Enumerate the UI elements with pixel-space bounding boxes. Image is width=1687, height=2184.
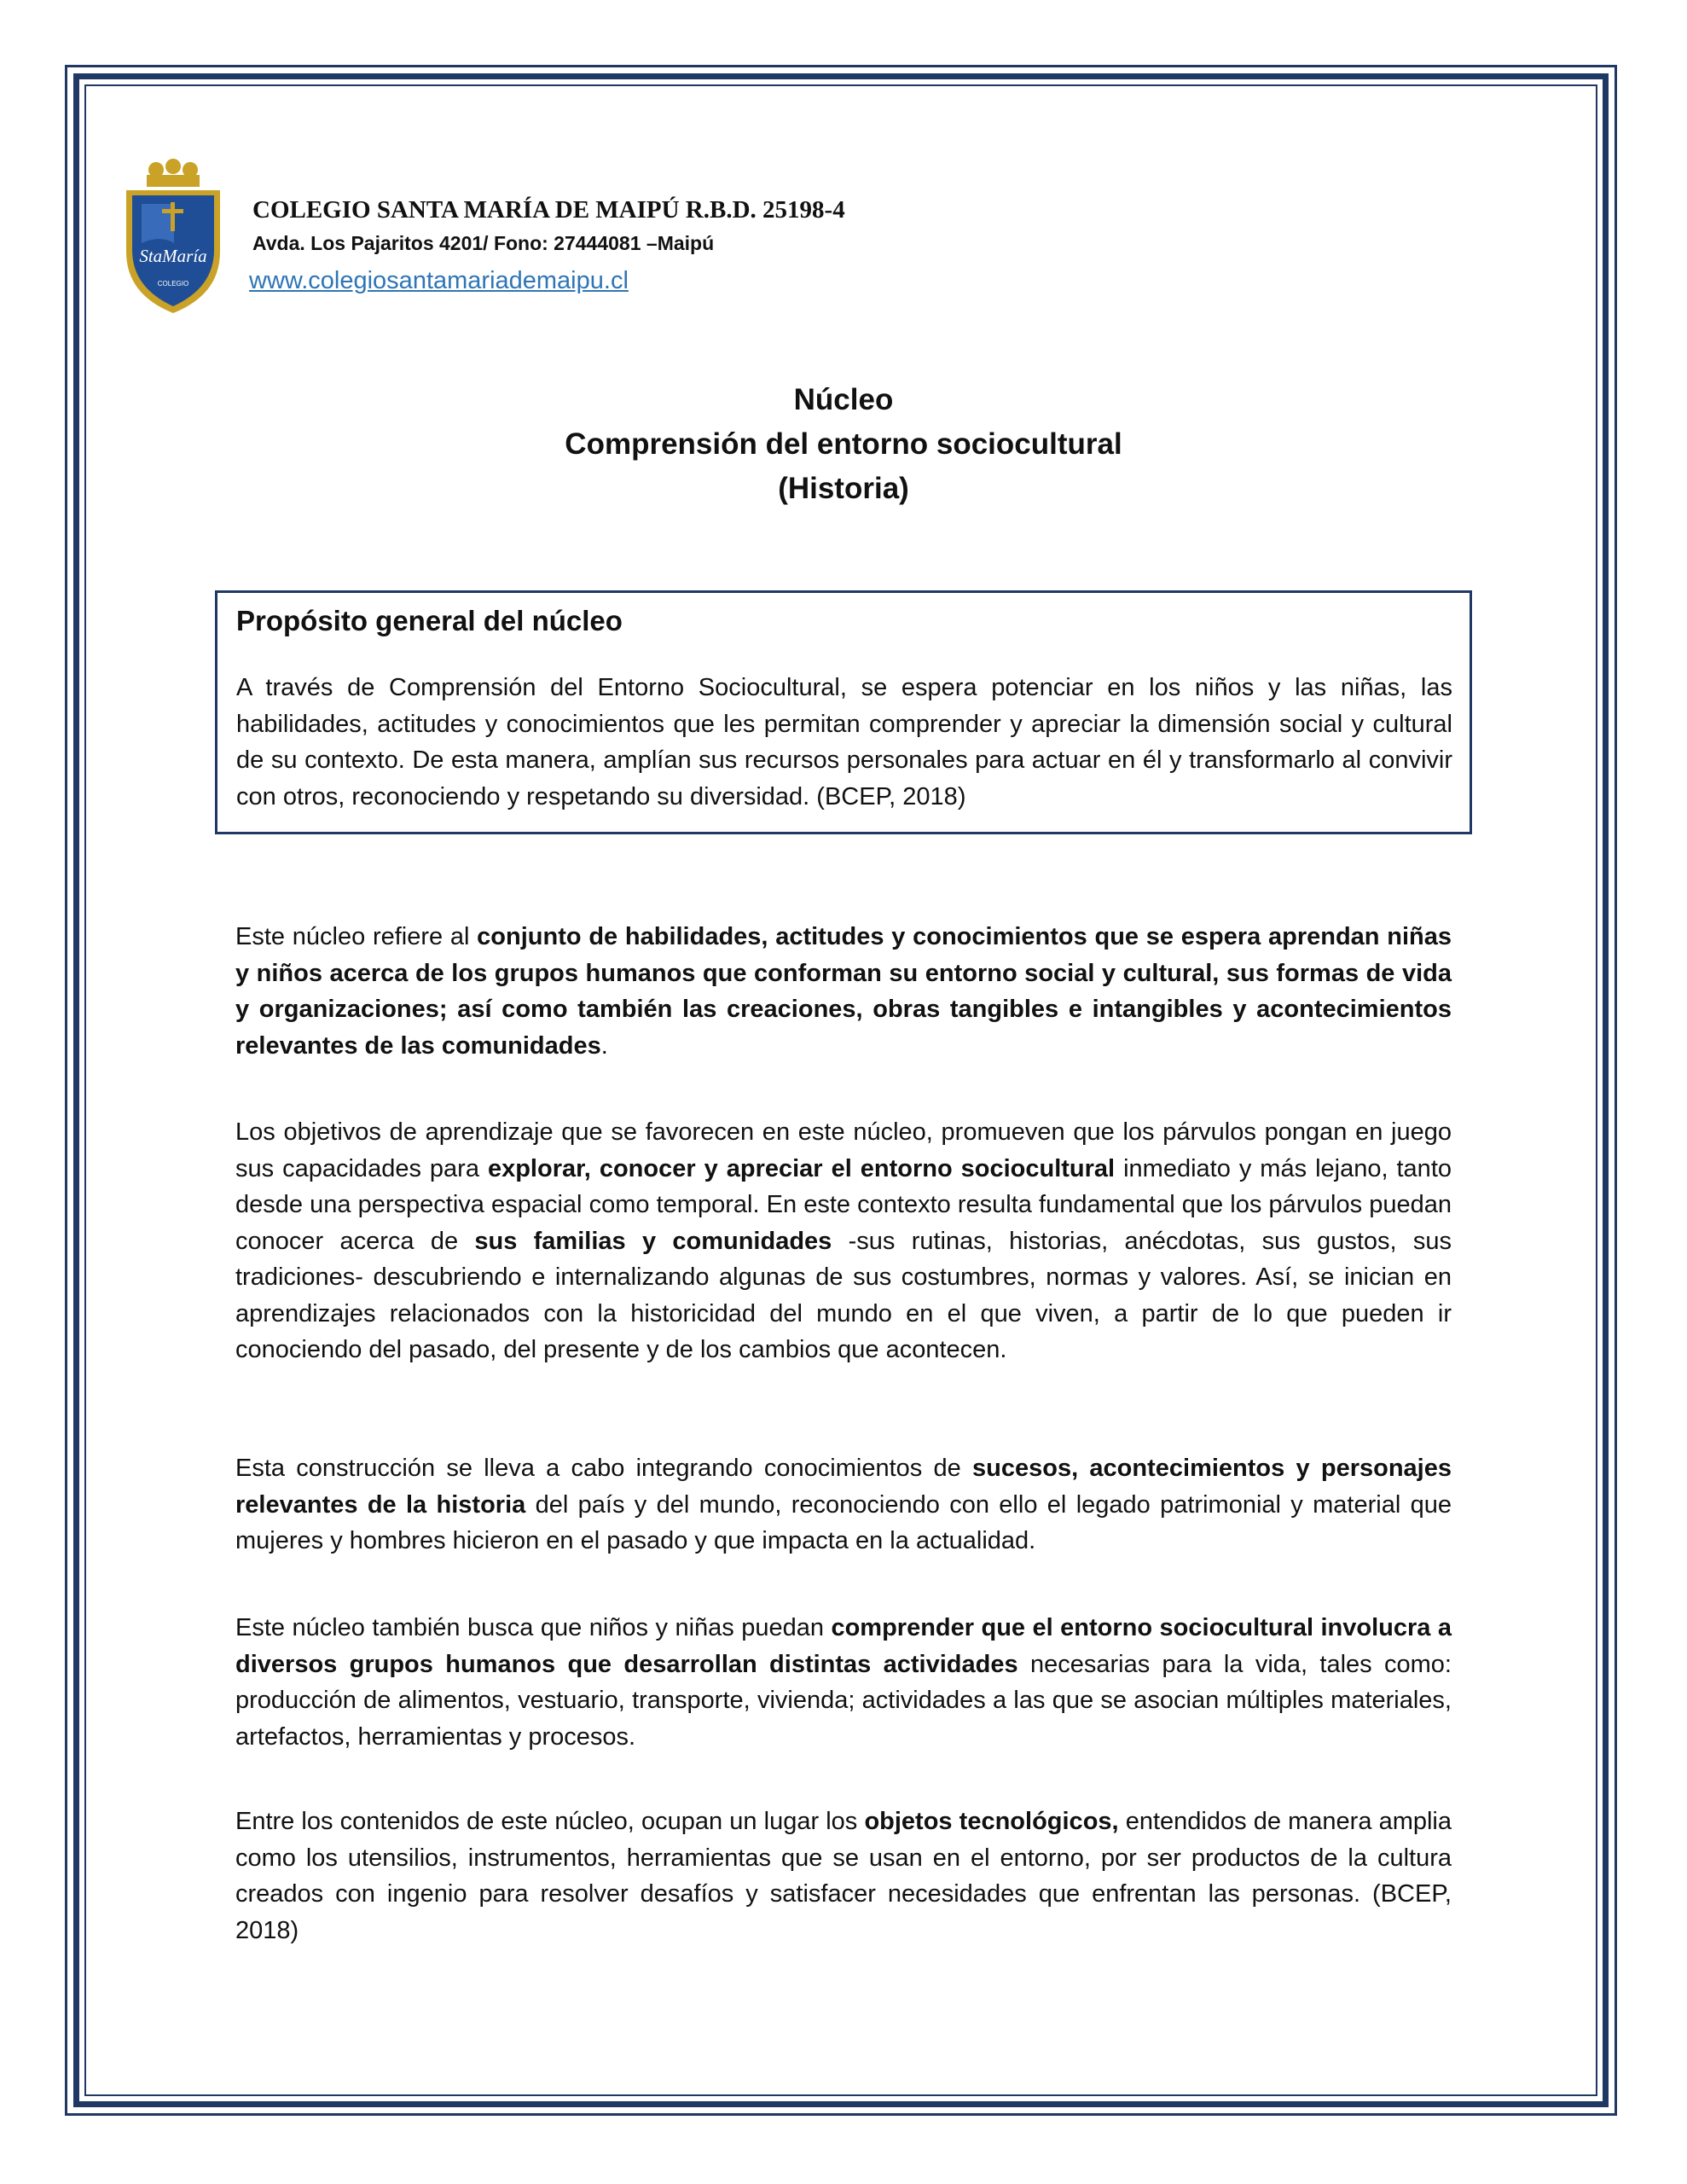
title-line-3: (Historia): [778, 472, 909, 505]
crest-text: StaMaría: [139, 246, 207, 266]
title-line-1: Núcleo: [793, 383, 894, 416]
paragraph-text: del país y del mundo, reconociendo con ello el legado patrimonial y material que mujeres y hombres hicieron en el pasado y que impacta en la actualidad.: [235, 1490, 1452, 1554]
paragraph-text: Entre los contenidos de este núcleo, ocupan un lugar los: [235, 1808, 865, 1835]
paragraph-text: inmediato y más lejano, tanto desde una perspectiva espacial como temporal. En este contexto resulta fundamental que los párvulos puedan conocer acerca de: [235, 1154, 1452, 1255]
paragraph-4: [235, 1610, 1452, 1755]
school-crest-icon: [118, 158, 229, 316]
paragraph-text: Esta construcción se lleva a cabo integrando conocimientos de: [235, 1455, 973, 1482]
paragraph-bold: explorar, conocer y apreciar el entorno sociocultural: [487, 1154, 1116, 1182]
paragraph-3: [235, 1450, 1452, 1560]
paragraph-text: Este núcleo refiere al: [235, 923, 478, 950]
school-address: Avda. Los Pajaritos 4201/ Fono: 27444081 –Maipú: [252, 232, 715, 254]
paragraph-text: entendidos de manera amplia como los utensilios, instrumentos, herramientas que se usan en el entorno, por ser productos de la cultura creados con ingenio para resolver desafíos y satisfacer necesidades que enfrentan las personas. (BCEP, 2018): [235, 1808, 1452, 1944]
purpose-text: A través de Comprensión del Entorno Sociocultural, se espera potenciar en los niños y las niñas, las habilidades, actitudes y conocimientos que les permitan comprender y apreciar la dimensión social y cultural de su contexto. De esta manera, amplían sus recursos personales para actuar en él y transformarlo al convivir con otros, reconociendo y respetando su diversidad. (BCEP, 2018): [236, 674, 1452, 810]
purpose-box: [215, 590, 1472, 834]
paragraph-text: Los objetivos de aprendizaje que se favorecen en este núcleo, promueven que los párvulos pongan en juego sus capacidades para: [235, 1118, 1452, 1182]
paragraph-text: .: [600, 1031, 608, 1060]
document-title: [0, 378, 1687, 511]
paragraph-text: necesarias para la vida, tales como: producción de alimentos, vestuario, transporte, vivienda; actividades a las que se asocian múltiples materiales, artefactos, herramientas y procesos.: [235, 1650, 1452, 1751]
purpose-heading: Propósito general del núcleo: [236, 605, 623, 636]
paragraph-5: [235, 1804, 1452, 1949]
paragraph-1: [235, 919, 1452, 1064]
paragraph-bold: sucesos, acontecimientos y personajes relevantes de la historia: [235, 1455, 1452, 1519]
crest-small-text: COLEGIO: [157, 280, 189, 288]
paragraph-text: Este núcleo también busca que niños y niñas puedan: [235, 1614, 832, 1641]
title-line-2: Comprensión del entorno sociocultural: [565, 427, 1122, 461]
school-name: COLEGIO SANTA MARÍA DE MAIPÚ R.B.D. 25198-4: [252, 196, 845, 224]
paragraph-2: [235, 1114, 1452, 1368]
paragraph-bold: sus familias y comunidades: [474, 1227, 832, 1255]
paragraph-bold: objetos tecnológicos,: [864, 1808, 1119, 1835]
paragraph-text: -sus rutinas, historias, anécdotas, sus gustos, sus tradiciones- descubriendo e internalizando algunas de sus costumbres, normas y valores. Así, se inician en aprendizajes relacionados con la historicidad del mundo en el que viven, a partir de lo que pueden ir conociendo del pasado, del presente y de los cambios que acontecen.: [235, 1227, 1452, 1363]
school-website-link[interactable]: www.colegiosantamariademaipu.cl: [249, 267, 629, 294]
paragraph-bold: comprender que el entorno sociocultural involucra a diversos grupos humanos que desarrollan distintas actividades: [235, 1614, 1452, 1678]
paragraph-bold: conjunto de habilidades, actitudes y conocimientos que se espera aprendan niñas y niños acerca de los grupos humanos que conforman su entorno social y cultural, sus formas de vida y organizaciones; así como también las creaciones, obras tangibles e intangibles y acontecimientos relevantes de las comunidades: [235, 923, 1452, 1060]
